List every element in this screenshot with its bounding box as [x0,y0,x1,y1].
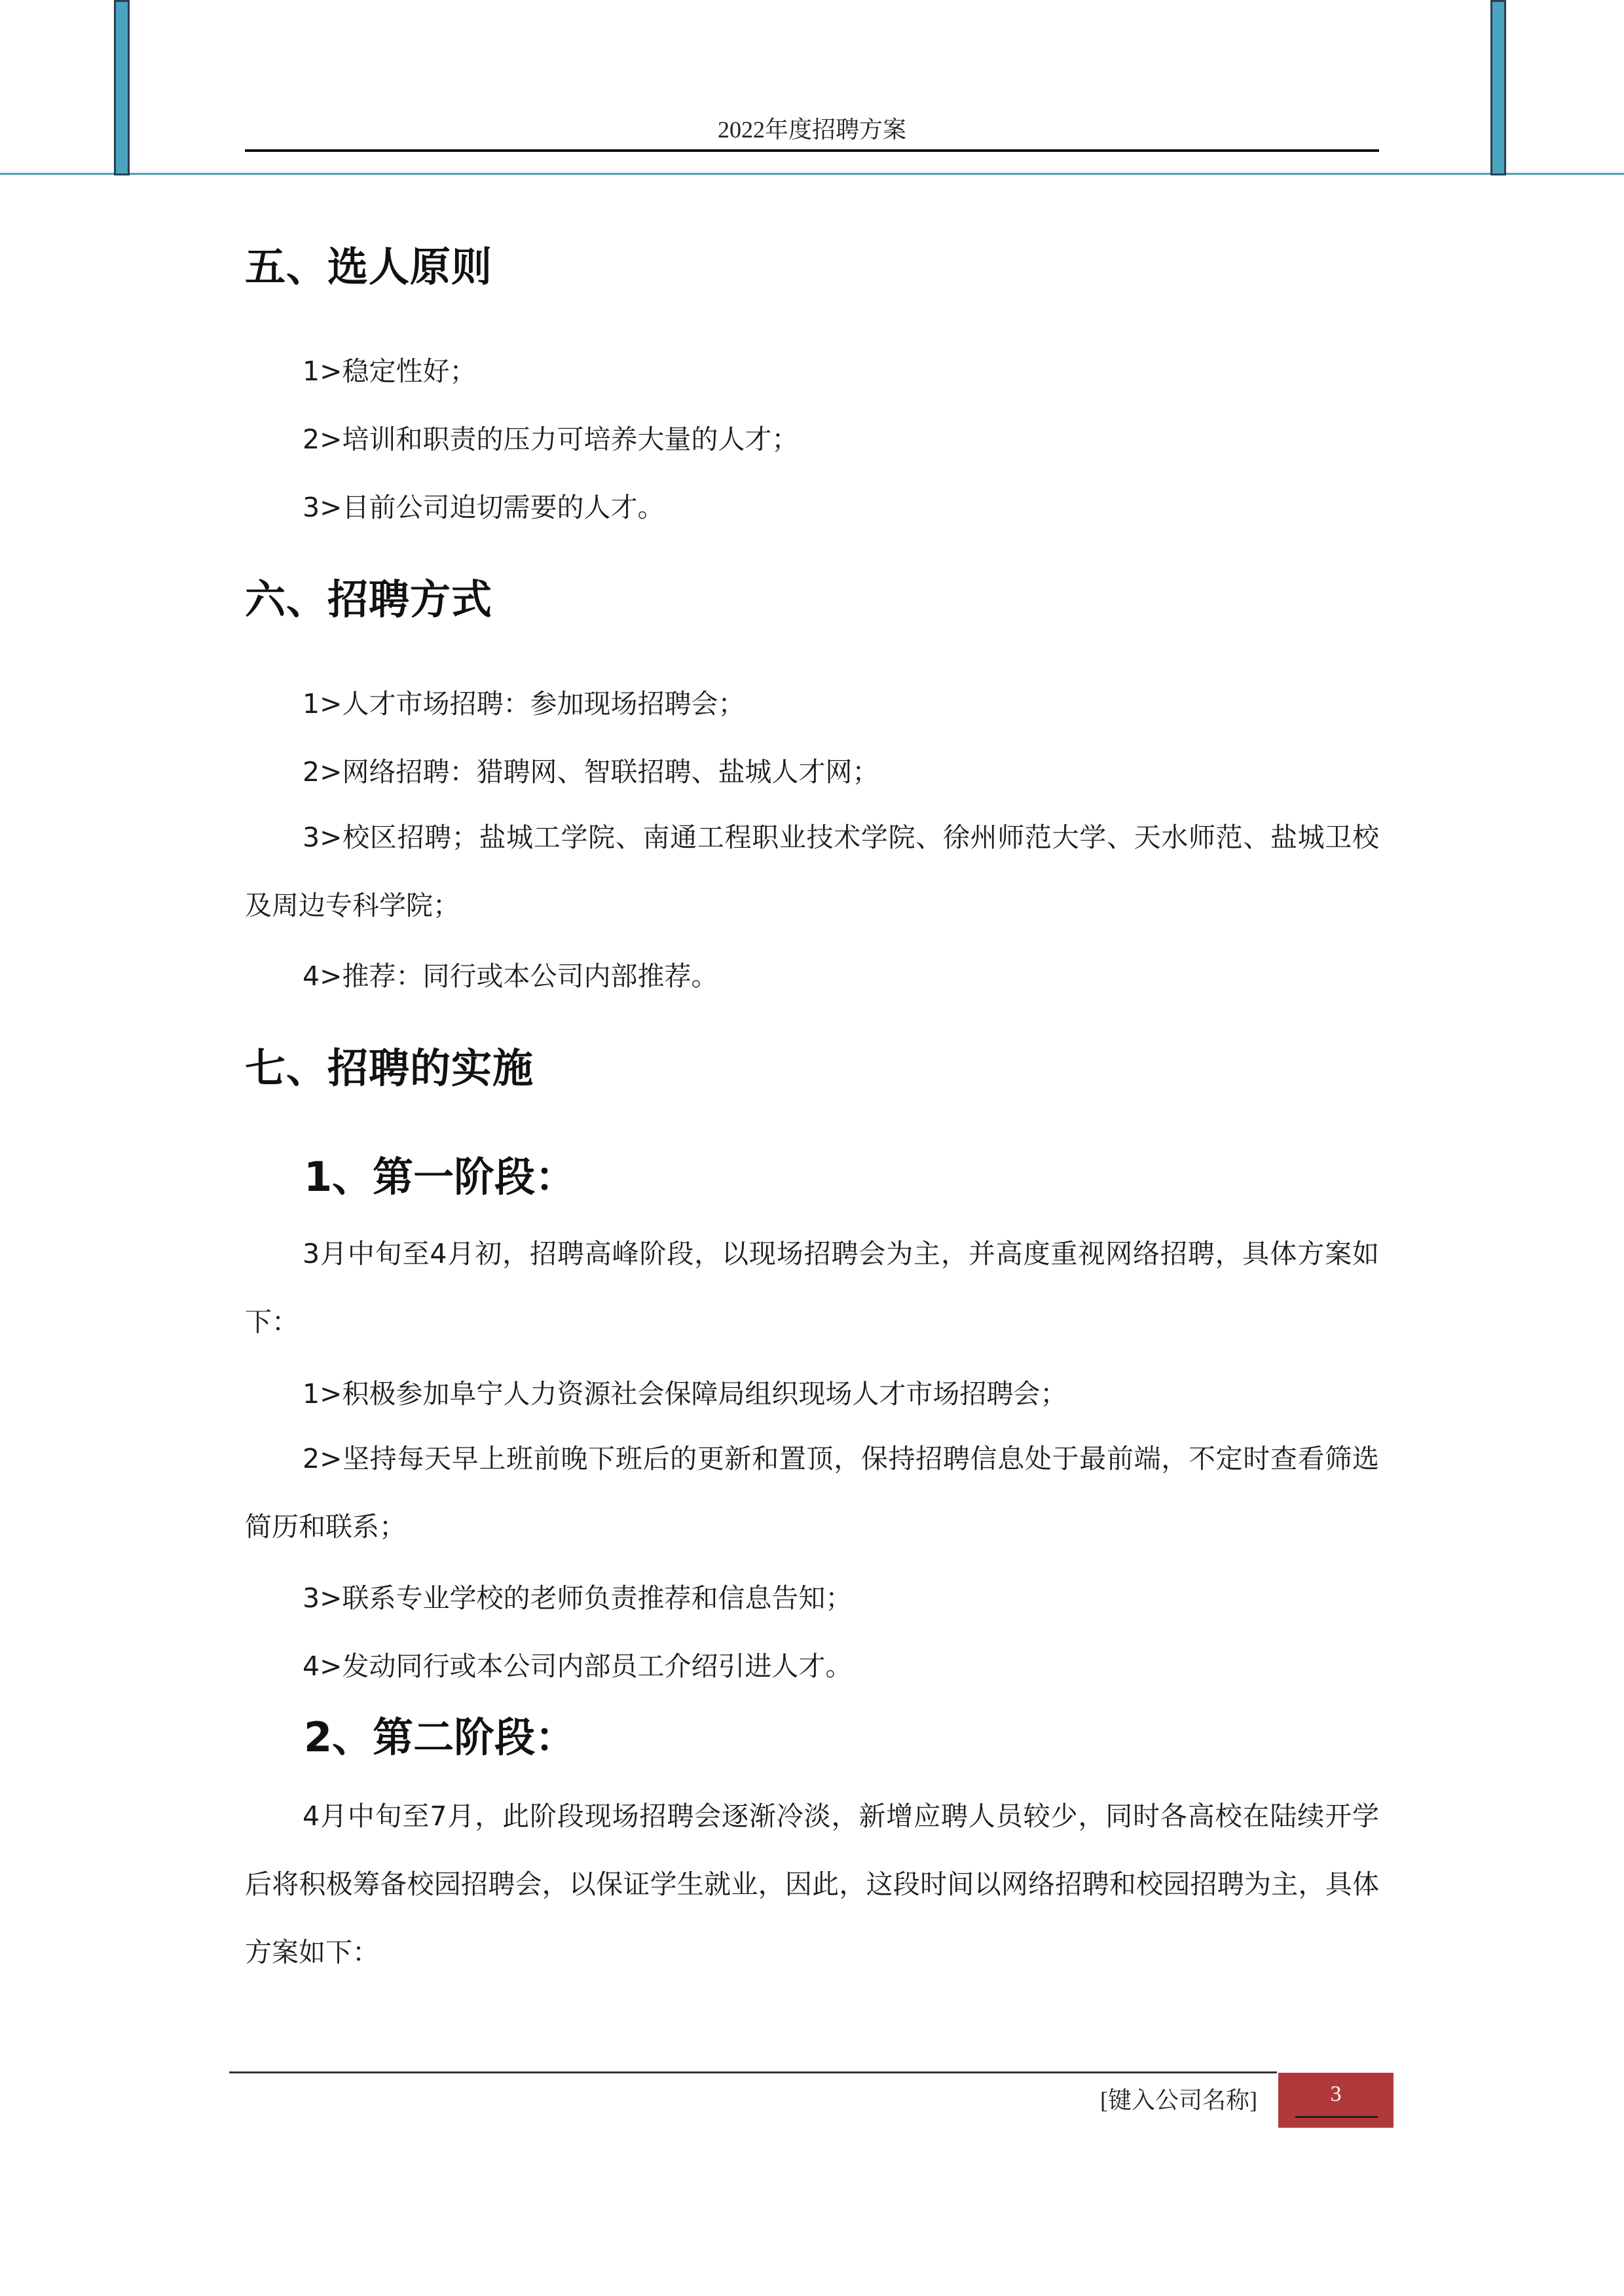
section-6-item-4: 4>推荐：同行或本公司内部推荐。 [303,960,718,992]
phase-1-item-4: 4>发动同行或本公司内部员工介绍引进人才。 [303,1650,853,1682]
phase-2-intro: 4月中旬至7月，此阶段现场招聘会逐渐冷淡，新增应聘人员较少，同时各高校在陆续开学后将积极筹备校园招聘会，以保证学生就业，因此，这段时间以网络招聘和校园招聘为主，具体方案如下： [245,1800,1379,1968]
phase-1-item-1: 1>积极参加阜宁人力资源社会保障局组织现场人才市场招聘会； [303,1378,1067,1410]
phase-2-heading: 2、第二阶段： [304,1713,576,1761]
section-6-item-3: 3>校区招聘；盐城工学院、南通工程职业技术学院、徐州师范大学、天水师范、盐城卫校及周边专科学院； [245,822,1379,921]
section-5-heading: 五、选人原则 [245,243,493,291]
header-accent-rule [0,173,1624,175]
section-6-item-1: 1>人才市场招聘：参加现场招聘会； [303,688,745,720]
header-underline [245,149,1379,152]
section-6-heading: 六、招聘方式 [245,575,493,623]
header-right-bar [1490,0,1506,175]
footer-rule [229,2071,1277,2073]
section-7-heading: 七、招聘的实施 [245,1044,534,1092]
footer-company-placeholder: [键入公司名称] [1100,2087,1257,2113]
phase-1-item-3: 3>联系专业学校的老师负责推荐和信息告知； [303,1582,853,1614]
section-5-item-3: 3>目前公司迫切需要的人才。 [303,492,665,523]
phase-1-intro: 3月中旬至4月初，招聘高峰阶段，以现场招聘会为主，并高度重视网络招聘，具体方案如下： [245,1238,1379,1338]
header-left-bar [114,0,130,175]
footer-page-underline [1295,2116,1378,2118]
phase-1-heading: 1、第一阶段： [304,1153,576,1201]
phase-1-item-2: 2>坚持每天早上班前晚下班后的更新和置顶，保持招聘信息处于最前端，不定时查看筛选简历和联系； [245,1443,1379,1542]
section-5-item-2: 2>培训和职责的压力可培养大量的人才； [303,424,799,455]
footer-page-number: 3 [1330,2082,1342,2106]
section-5-item-1: 1>稳定性好； [303,355,477,387]
section-6-item-2: 2>网络招聘：猎聘网、智联招聘、盐城人才网； [303,756,879,788]
header-title: 2022年度招聘方案 [717,117,906,143]
